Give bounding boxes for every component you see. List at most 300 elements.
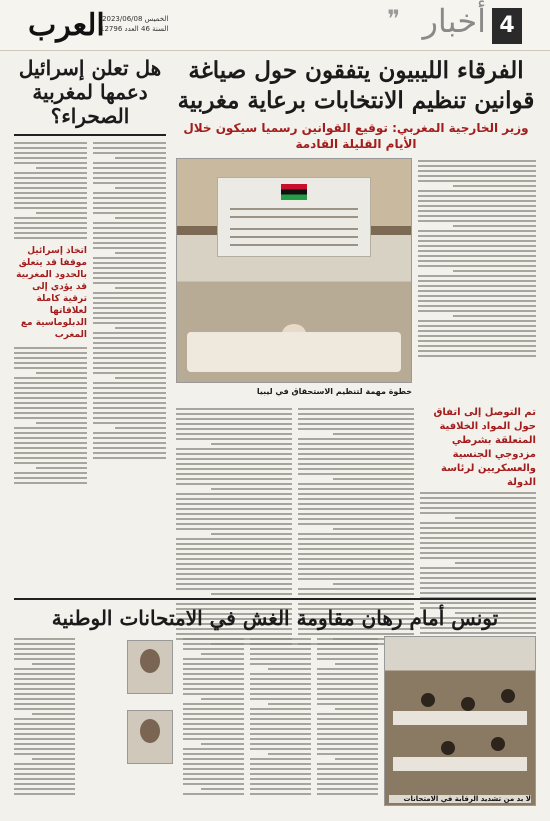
text-line — [115, 327, 166, 329]
text-line — [176, 428, 292, 430]
text-line — [183, 703, 244, 705]
text-line — [418, 175, 536, 177]
main-headline: الفرقاء الليبيون يتفقون حول صياغة قوانين تنظيم الانتخابات برعاية مغربية — [177, 57, 535, 114]
text-line — [14, 482, 87, 484]
text-line — [14, 397, 87, 399]
text-line — [183, 748, 244, 750]
text-line — [14, 217, 87, 219]
text-line — [93, 432, 166, 434]
text-line — [183, 718, 244, 720]
text-line — [418, 250, 536, 252]
text-line — [298, 468, 414, 470]
text-line — [14, 232, 87, 234]
text-line — [250, 783, 311, 785]
text-line — [211, 593, 292, 595]
text-line — [14, 442, 87, 444]
text-line — [176, 573, 292, 575]
text-line — [333, 478, 414, 480]
text-line — [183, 688, 244, 690]
text-line — [14, 678, 75, 680]
text-line — [14, 773, 75, 775]
text-line — [176, 413, 292, 415]
meeting-table — [187, 332, 401, 372]
text-line — [14, 698, 75, 700]
text-line — [420, 592, 536, 594]
text-line — [298, 458, 414, 460]
text-line — [418, 320, 536, 322]
text-line — [317, 698, 378, 700]
text-line — [317, 668, 378, 670]
text-line — [298, 553, 414, 555]
text-line — [250, 648, 311, 650]
text-line — [317, 783, 378, 785]
text-line — [317, 738, 378, 740]
page-number: 4 — [492, 8, 522, 44]
bottom-column-4 — [14, 636, 75, 806]
text-line — [211, 443, 292, 445]
text-line — [420, 547, 536, 549]
text-line — [93, 172, 166, 174]
text-line — [14, 382, 87, 384]
text-line — [183, 713, 244, 715]
text-line — [93, 302, 166, 304]
text-line — [14, 357, 87, 359]
text-line — [317, 733, 378, 735]
text-line — [183, 668, 244, 670]
text-line — [93, 332, 166, 334]
text-line — [14, 207, 87, 209]
text-line — [14, 643, 75, 645]
text-line — [250, 683, 311, 685]
text-line — [176, 588, 292, 590]
text-line — [250, 693, 311, 695]
text-line — [93, 342, 166, 344]
text-line — [298, 413, 414, 415]
text-line — [420, 507, 536, 509]
portrait-photo-2 — [127, 710, 173, 764]
text-line — [93, 452, 166, 454]
text-line — [298, 563, 414, 565]
text-line — [14, 728, 75, 730]
text-line — [14, 407, 87, 409]
text-line — [93, 242, 166, 244]
text-line — [14, 222, 87, 224]
text-line — [176, 493, 292, 495]
text-line — [298, 448, 414, 450]
text-line — [36, 167, 87, 169]
text-line — [93, 162, 166, 164]
text-line — [115, 157, 166, 159]
text-line — [176, 543, 292, 545]
text-line — [317, 753, 378, 755]
text-line — [298, 513, 414, 515]
text-line — [93, 182, 166, 184]
text-line — [418, 200, 536, 202]
text-line — [93, 237, 166, 239]
text-line — [317, 638, 378, 640]
text-line — [176, 458, 292, 460]
text-line — [317, 768, 378, 770]
text-line — [250, 733, 311, 735]
text-line — [183, 793, 244, 795]
text-line — [418, 240, 536, 242]
text-line — [298, 498, 414, 500]
text-line — [93, 367, 166, 369]
masthead — [0, 0, 550, 51]
text-line — [176, 478, 292, 480]
text-line — [176, 473, 292, 475]
text-line — [14, 432, 87, 434]
text-line — [183, 738, 244, 740]
text-line — [14, 192, 87, 194]
text-line — [93, 147, 166, 149]
text-line — [298, 418, 414, 420]
bottom-column-3 — [183, 636, 244, 806]
text-line — [14, 352, 87, 354]
text-line — [176, 583, 292, 585]
text-line — [418, 260, 536, 262]
text-line — [298, 573, 414, 575]
text-line — [298, 533, 414, 535]
text-line — [14, 768, 75, 770]
text-line — [14, 477, 87, 479]
text-line — [418, 255, 536, 257]
text-line — [14, 387, 87, 389]
portraits-block — [81, 636, 177, 806]
text-line — [298, 473, 414, 475]
text-line — [418, 300, 536, 302]
text-line — [14, 367, 87, 369]
text-line — [418, 205, 536, 207]
text-line — [14, 402, 87, 404]
text-line — [93, 272, 166, 274]
text-line — [183, 648, 244, 650]
text-line — [36, 372, 87, 374]
text-line — [250, 778, 311, 780]
text-line — [14, 237, 87, 239]
text-line — [250, 708, 311, 710]
text-line — [453, 185, 536, 187]
text-line — [420, 577, 536, 579]
text-line — [183, 763, 244, 765]
text-line — [420, 492, 536, 494]
text-line — [14, 763, 75, 765]
text-line — [298, 518, 414, 520]
text-line — [14, 157, 87, 159]
photo-block — [176, 158, 412, 398]
text-line — [93, 447, 166, 449]
issue-info — [100, 14, 168, 34]
text-line — [14, 783, 75, 785]
text-line — [176, 563, 292, 565]
text-line — [93, 262, 166, 264]
text-line — [14, 417, 87, 419]
text-line — [298, 558, 414, 560]
text-line — [14, 688, 75, 690]
text-line — [250, 768, 311, 770]
text-line — [14, 683, 75, 685]
text-line — [176, 548, 292, 550]
text-line — [176, 528, 292, 530]
text-line — [93, 142, 166, 144]
text-line — [176, 568, 292, 570]
text-line — [14, 437, 87, 439]
text-line — [14, 172, 87, 174]
text-line — [115, 287, 166, 289]
newspaper-logo: العرب — [28, 8, 105, 43]
text-line — [317, 778, 378, 780]
text-line — [93, 422, 166, 424]
text-line — [250, 673, 311, 675]
text-line — [317, 693, 378, 695]
text-line — [176, 513, 292, 515]
rail-column-left — [14, 140, 87, 588]
text-line — [317, 653, 378, 655]
text-line — [250, 663, 311, 665]
text-line — [93, 222, 166, 224]
text-line — [418, 190, 536, 192]
text-line — [420, 587, 536, 589]
text-line — [183, 733, 244, 735]
text-line — [14, 182, 87, 184]
text-line — [420, 542, 536, 544]
text-line — [93, 317, 166, 319]
text-line — [93, 267, 166, 269]
text-line — [298, 423, 414, 425]
text-line — [93, 257, 166, 259]
text-line — [250, 758, 311, 760]
text-line — [453, 315, 536, 317]
text-line — [14, 733, 75, 735]
main-article — [176, 56, 536, 658]
text-line — [201, 788, 244, 790]
text-line — [420, 502, 536, 504]
text-line — [418, 275, 536, 277]
text-line — [298, 508, 414, 510]
text-line — [418, 310, 536, 312]
text-line — [317, 713, 378, 715]
text-line — [93, 387, 166, 389]
text-line — [418, 160, 536, 162]
text-line — [418, 350, 536, 352]
text-line — [14, 723, 75, 725]
text-line — [250, 643, 311, 645]
text-line — [176, 503, 292, 505]
text-line — [14, 658, 75, 660]
meeting-photo — [176, 158, 412, 383]
text-line — [317, 748, 378, 750]
section-title: أخبار — [422, 2, 486, 40]
classroom-photo — [384, 636, 536, 806]
text-line — [298, 578, 414, 580]
text-line — [14, 743, 75, 745]
text-line — [115, 427, 166, 429]
issue-date: الخميس 2023/06/08 — [102, 15, 169, 23]
text-line — [418, 220, 536, 222]
text-line — [317, 743, 378, 745]
text-line — [420, 512, 536, 514]
text-line — [32, 663, 75, 665]
text-line — [14, 347, 87, 349]
text-line — [14, 793, 75, 795]
text-line — [14, 202, 87, 204]
bottom-article — [14, 598, 536, 814]
text-line — [93, 337, 166, 339]
text-line — [14, 452, 87, 454]
text-line — [211, 533, 292, 535]
text-line — [298, 538, 414, 540]
text-line — [14, 392, 87, 394]
text-line — [93, 352, 166, 354]
text-line — [183, 693, 244, 695]
text-line — [418, 280, 536, 282]
text-line — [93, 277, 166, 279]
text-line — [455, 517, 536, 519]
text-line — [93, 457, 166, 459]
text-line — [250, 698, 311, 700]
text-line — [93, 362, 166, 364]
text-line — [14, 693, 75, 695]
text-line — [298, 568, 414, 570]
text-line — [32, 713, 75, 715]
text-line — [317, 718, 378, 720]
text-line — [298, 443, 414, 445]
text-line — [93, 292, 166, 294]
text-line — [14, 152, 87, 154]
main-pull-quote: تم التوصل إلى اتفاق حول المواد الخلافية المتعلقة بشرطي مزدوجي الجنسية والعسكريين لرئاسة الدولة — [433, 407, 536, 488]
text-line — [176, 498, 292, 500]
text-line — [317, 793, 378, 795]
text-line — [418, 195, 536, 197]
text-line — [268, 668, 311, 670]
text-line — [176, 453, 292, 455]
text-line — [14, 197, 87, 199]
text-line — [418, 305, 536, 307]
text-line — [418, 340, 536, 342]
text-line — [176, 423, 292, 425]
rail-headline: هل تعلن إسرائيل دعمها لمغربية الصحراء؟ — [18, 56, 162, 128]
text-line — [298, 503, 414, 505]
text-line — [14, 638, 75, 640]
text-line — [333, 433, 414, 435]
text-line — [418, 335, 536, 337]
text-line — [176, 523, 292, 525]
text-line — [250, 788, 311, 790]
text-line — [420, 557, 536, 559]
text-line — [250, 713, 311, 715]
text-line — [250, 723, 311, 725]
text-line — [36, 422, 87, 424]
text-line — [420, 497, 536, 499]
text-line — [14, 362, 87, 364]
text-line — [418, 180, 536, 182]
text-line — [418, 235, 536, 237]
text-line — [176, 483, 292, 485]
text-line — [298, 428, 414, 430]
text-line — [93, 177, 166, 179]
text-line — [250, 773, 311, 775]
text-line — [93, 212, 166, 214]
text-line — [14, 187, 87, 189]
text-line — [335, 708, 378, 710]
text-line — [335, 758, 378, 760]
photo-caption: خطوة مهمة لتنظيم الاستحقاق في ليبيا — [256, 387, 412, 396]
text-line — [317, 773, 378, 775]
text-line — [298, 488, 414, 490]
text-line — [183, 683, 244, 685]
text-line — [93, 372, 166, 374]
text-line — [93, 282, 166, 284]
text-line — [176, 558, 292, 560]
text-line — [317, 723, 378, 725]
text-line — [93, 207, 166, 209]
main-subhead: وزير الخارجية المغربي: توقيع القوانين رسميا سيكون خلال الأيام القليلة القادمة — [183, 121, 529, 151]
text-line — [333, 583, 414, 585]
rail-column-right — [93, 140, 166, 588]
text-line — [93, 192, 166, 194]
text-line — [418, 290, 536, 292]
text-line — [201, 743, 244, 745]
text-line — [183, 678, 244, 680]
text-line — [250, 743, 311, 745]
text-line — [93, 417, 166, 419]
text-line — [418, 355, 536, 357]
text-line — [420, 567, 536, 569]
text-line — [93, 402, 166, 404]
text-line — [418, 345, 536, 347]
text-line — [14, 738, 75, 740]
text-line — [176, 578, 292, 580]
text-line — [115, 217, 166, 219]
libya-flag-icon — [281, 184, 307, 200]
text-line — [115, 187, 166, 189]
text-line — [14, 703, 75, 705]
text-line — [93, 382, 166, 384]
text-line — [93, 397, 166, 399]
text-line — [298, 493, 414, 495]
text-line — [183, 773, 244, 775]
text-line — [93, 437, 166, 439]
text-line — [93, 392, 166, 394]
text-line — [418, 230, 536, 232]
text-line — [176, 518, 292, 520]
text-line — [250, 638, 311, 640]
text-line — [14, 227, 87, 229]
text-line — [115, 252, 166, 254]
text-line — [418, 245, 536, 247]
text-line — [183, 758, 244, 760]
classroom-caption: لا بد من تشديد الرقابة في الامتحانات — [389, 795, 531, 803]
text-line — [93, 167, 166, 169]
text-line — [418, 170, 536, 172]
text-line — [298, 408, 414, 410]
text-line — [317, 643, 378, 645]
text-line — [183, 768, 244, 770]
issue-number: السنة 46 العدد 12796 — [100, 25, 169, 33]
text-line — [183, 638, 244, 640]
text-line — [14, 753, 75, 755]
text-line — [93, 442, 166, 444]
text-line — [183, 723, 244, 725]
text-line — [183, 673, 244, 675]
text-line — [14, 462, 87, 464]
text-line — [14, 788, 75, 790]
text-line — [317, 788, 378, 790]
text-line — [14, 648, 75, 650]
text-line — [420, 572, 536, 574]
text-line — [176, 433, 292, 435]
text-line — [250, 658, 311, 660]
